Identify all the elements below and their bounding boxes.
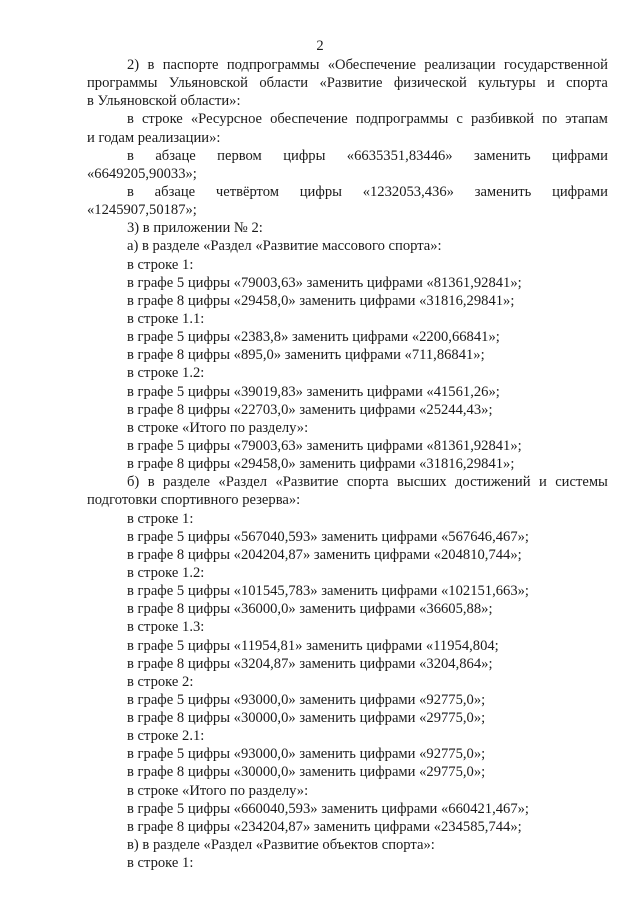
text-line: в графе 8 цифры «29458,0» заменить цифрами «31816,29841»; xyxy=(127,456,515,473)
text-line: в графе 5 цифры «2383,8» заменить цифрами «2200,66841»; xyxy=(127,329,500,346)
text-line: и годам реализации»: xyxy=(87,129,221,146)
text-line: в абзаце первом цифры «6635351,83446» заменить цифрами xyxy=(127,147,608,164)
text-line: в графе 8 цифры «30000,0» заменить цифрами «29775,0»; xyxy=(127,710,486,727)
text-line: в графе 8 цифры «30000,0» заменить цифрами «29775,0»; xyxy=(127,764,486,781)
text-line: 2) в паспорте подпрограммы «Обеспечение реализации государственной xyxy=(127,57,608,73)
text-line: подготовки спортивного резерва»: xyxy=(87,492,301,509)
text-line: в графе 5 цифры «101545,783» заменить цифрами «102151,663»; xyxy=(127,583,529,600)
text-line: в строке 2: xyxy=(127,673,194,690)
text-line: в графе 8 цифры «895,0» заменить цифрами «711,86841»; xyxy=(127,347,485,364)
text-line: в графе 5 цифры «79003,63» заменить цифрами «81361,92841»; xyxy=(127,274,522,291)
text-line: в графе 5 цифры «93000,0» заменить цифрами «92775,0»; xyxy=(127,746,486,763)
text-line: в Ульяновской области»: xyxy=(87,93,241,110)
text-line: в строке 1.2: xyxy=(127,564,205,581)
text-line: в графе 5 цифры «660040,593» заменить цифрами «660421,467»; xyxy=(127,800,529,817)
text-line: б) в разделе «Раздел «Развитие спорта высших достижений и системы xyxy=(127,474,608,491)
text-line: «6649205,90033»; xyxy=(87,165,197,182)
text-line: в графе 8 цифры «36000,0» заменить цифрами «36605,88»; xyxy=(127,601,493,618)
document-body xyxy=(87,56,608,872)
text-line: в графе 5 цифры «11954,81» заменить цифрами «11954,804; xyxy=(127,637,499,654)
text-line: в абзаце четвёртом цифры «1232053,436» заменить цифрами xyxy=(127,183,608,200)
text-line: в строке 1.1: xyxy=(127,310,205,327)
text-line: в графе 5 цифры «79003,63» заменить цифрами «81361,92841»; xyxy=(127,437,522,454)
text-line: в графе 5 цифры «39019,83» заменить цифрами «41561,26»; xyxy=(127,383,500,400)
text-line: в строке 1.3: xyxy=(127,619,205,636)
text-line: «1245907,50187»; xyxy=(87,202,197,219)
text-line: в строке 1: xyxy=(127,256,194,273)
text-line: в строке 1: xyxy=(127,855,194,872)
text-line: в графе 5 цифры «567040,593» заменить цифрами «567646,467»; xyxy=(127,528,529,545)
text-line: в графе 8 цифры «3204,87» заменить цифрами «3204,864»; xyxy=(127,655,493,672)
text-line: в графе 8 цифры «29458,0» заменить цифрами «31816,29841»; xyxy=(127,292,515,309)
text-line: в строке 1: xyxy=(127,510,194,527)
text-line: а) в разделе «Раздел «Развитие массового спорта»: xyxy=(127,238,442,255)
text-line: в строке «Итого по разделу»: xyxy=(127,419,309,436)
text-line: в графе 5 цифры «93000,0» заменить цифрами «92775,0»; xyxy=(127,691,486,708)
text-line: программы Ульяновской области «Развитие физической культуры и спорта xyxy=(87,75,608,92)
text-line: в графе 8 цифры «234204,87» заменить цифрами «234585,744»; xyxy=(127,818,522,835)
text-line: в графе 8 цифры «22703,0» заменить цифрами «25244,43»; xyxy=(127,401,493,418)
text-line: в строке 2.1: xyxy=(127,728,205,745)
text-line: в графе 8 цифры «204204,87» заменить цифрами «204810,744»; xyxy=(127,546,522,563)
text-line: в строке «Ресурсное обеспечение подпрограммы с разбивкой по этапам xyxy=(127,111,608,128)
text-line: в строке «Итого по разделу»: xyxy=(127,782,309,799)
text-line: 3) в приложении № 2: xyxy=(127,220,263,237)
text-line: в) в разделе «Раздел «Развитие объектов спорта»: xyxy=(127,837,435,854)
page-number: 2 xyxy=(316,38,324,54)
text-line: в строке 1.2: xyxy=(127,365,205,382)
